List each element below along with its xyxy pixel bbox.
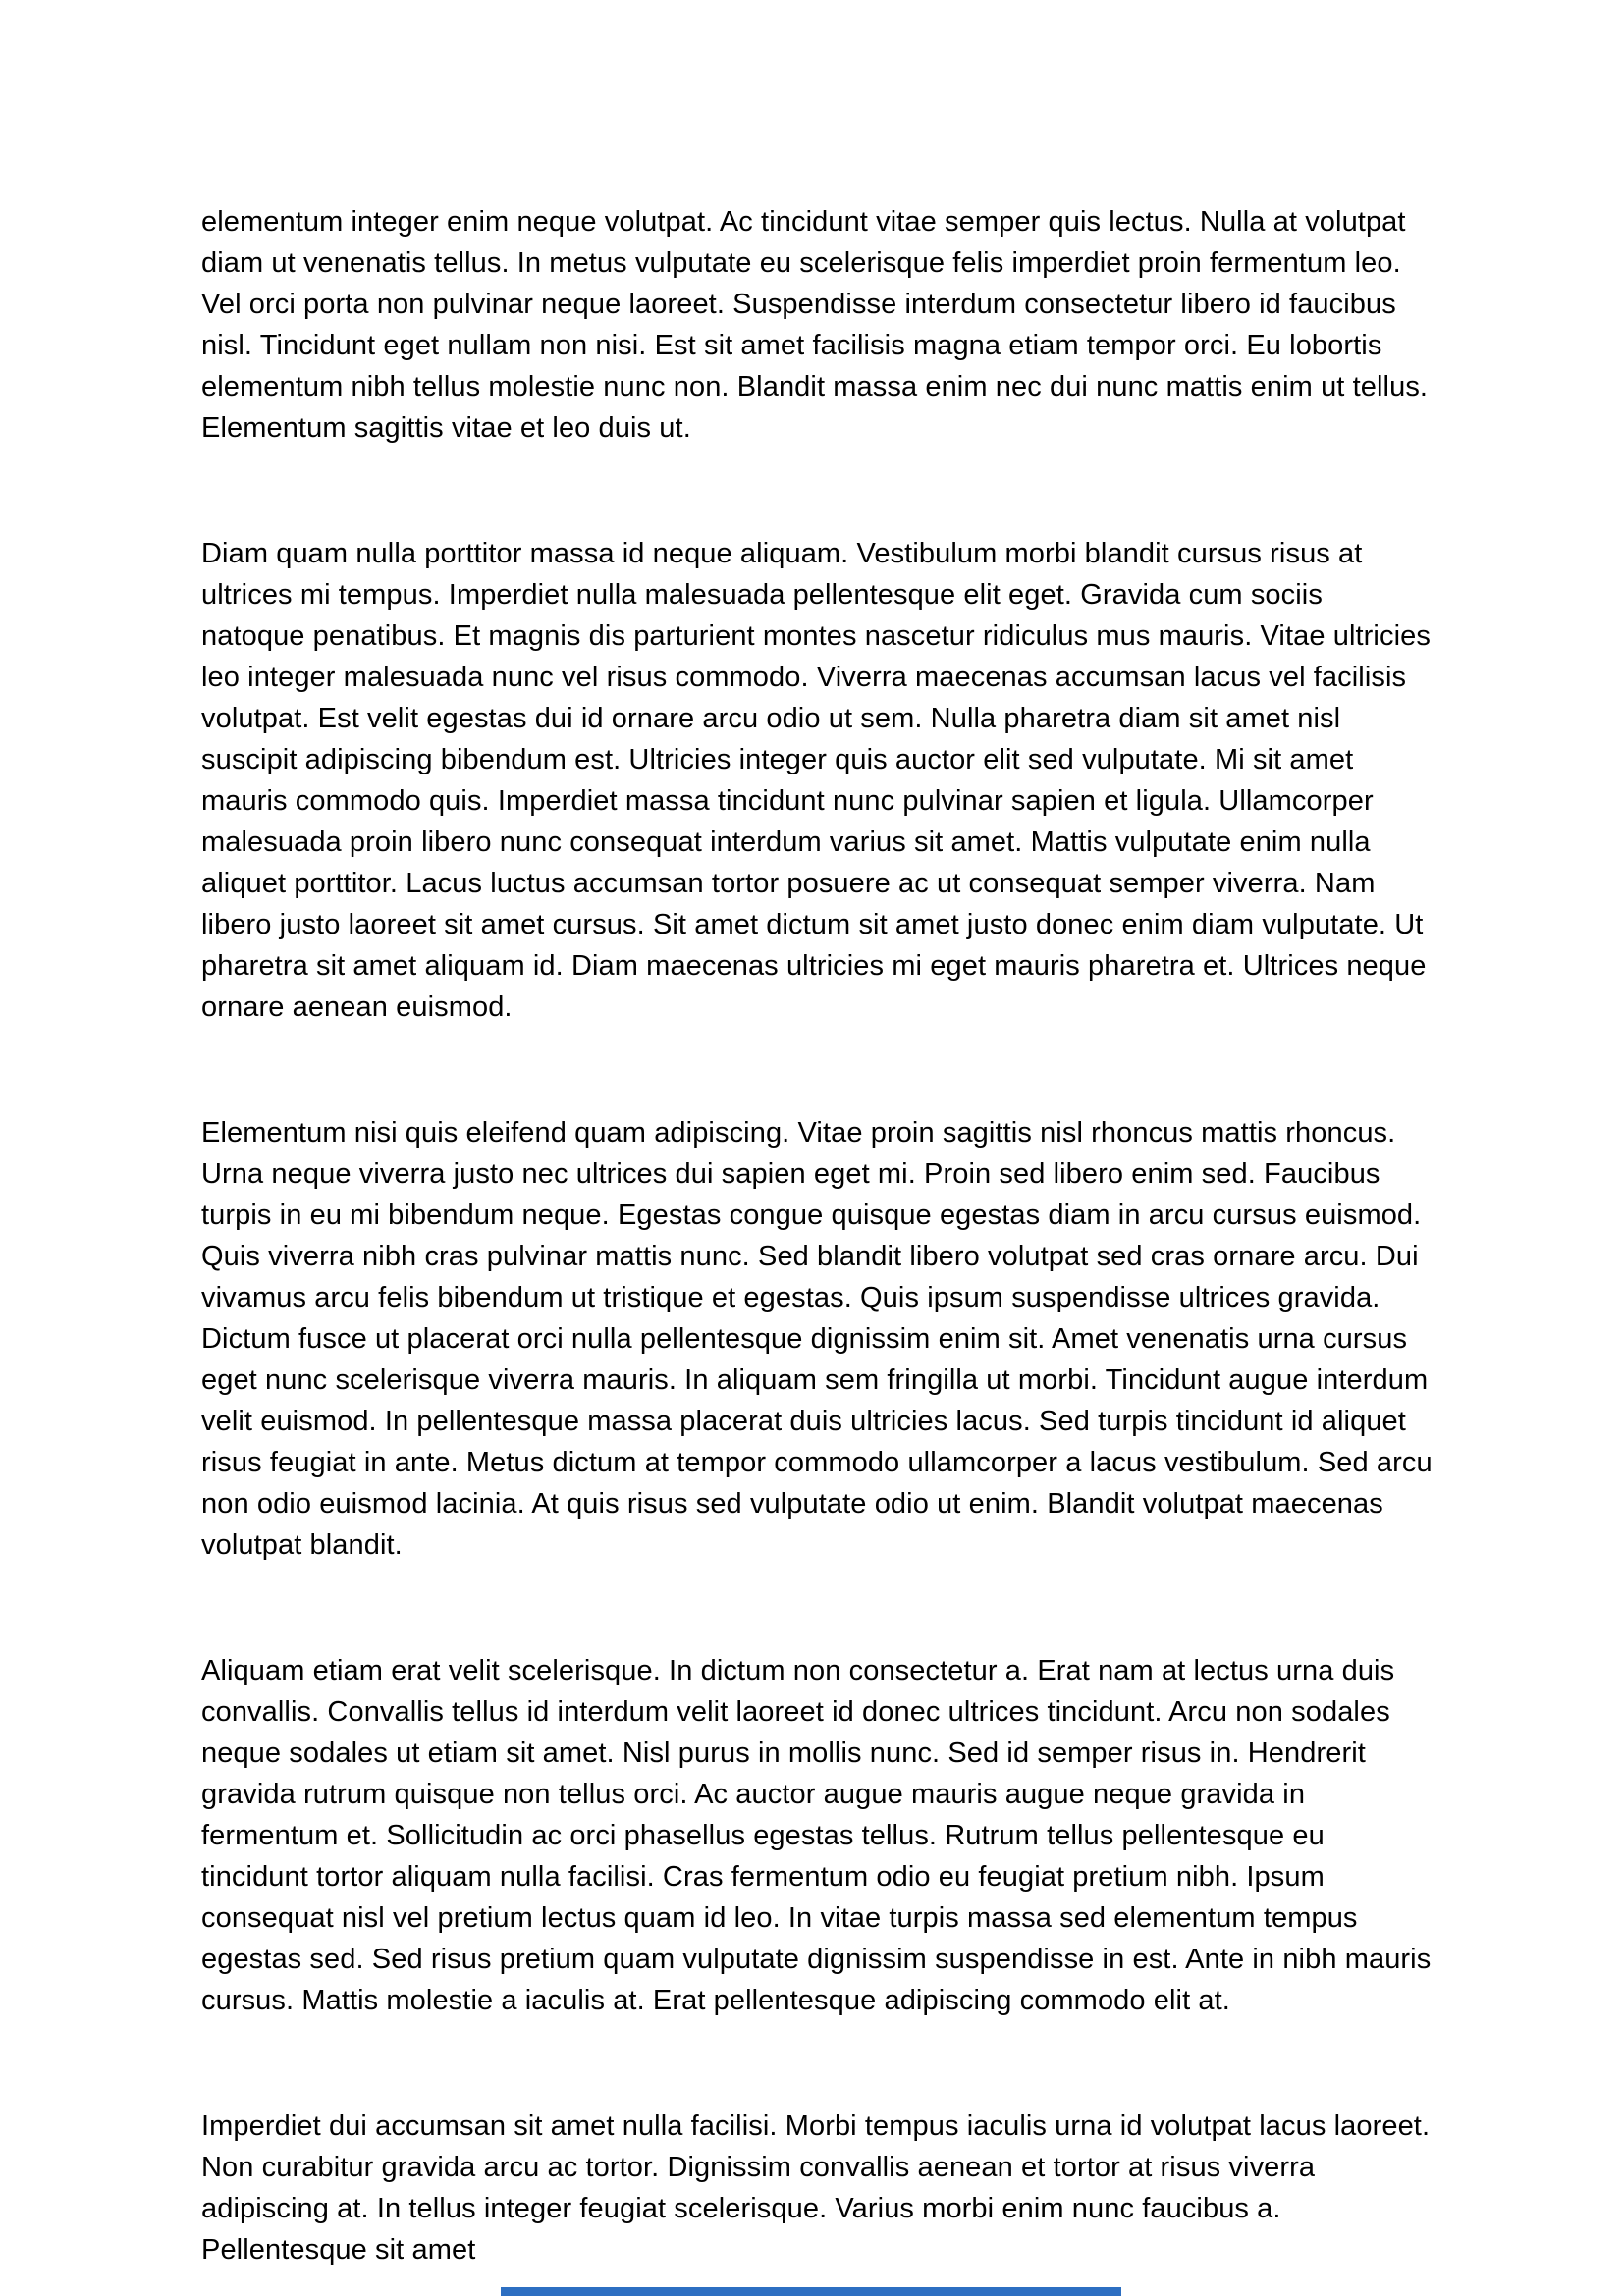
bottom-accent-bar <box>501 2287 1121 2296</box>
paragraph: Imperdiet dui accumsan sit amet nulla facilisi. Morbi tempus iaculis urna id volutpat lacus laoreet. Non curabitur gravida arcu ac tortor. Dignissim convallis aenean et tortor at risus viverra adipiscing at. In tellus integer feugiat scelerisque. Varius morbi enim nunc faucibus a. Pellentesque sit amet <box>201 2110 1431 2266</box>
paragraph: elementum integer enim neque volutpat. Ac tincidunt vitae semper quis lectus. Nulla at volutpat diam ut venenatis tellus. In metus vulputate eu scelerisque felis imperdiet proin fermentum leo. Vel orci porta non pulvinar neque laoreet. Suspendisse interdum consectetur libero id faucibus nisl. Tincidunt eget nullam non nisi. Est sit amet facilisis magna etiam tempor orci. Eu lobortis elementum nibh tellus molestie nunc non. Blandit massa enim nec dui nunc mattis enim ut tellus. Elementum sagittis vitae et leo duis ut. <box>201 206 1429 444</box>
document-body <box>201 201 1434 2270</box>
paragraph: Diam quam nulla porttitor massa id neque aliquam. Vestibulum morbi blandit cursus risus at ultrices mi tempus. Imperdiet nulla malesuada pellentesque elit eget. Gravida cum sociis natoque penatibus. Et magnis dis parturient montes nascetur ridiculus mus mauris. Vitae ultricies leo integer malesuada nunc vel risus commodo. Viverra maecenas accumsan lacus vel facilisis volutpat. Est velit egestas dui id ornare arcu odio ut sem. Nulla pharetra diam sit amet nisl suscipit adipiscing bibendum est. Ultricies integer quis auctor elit sed vulputate. Mi sit amet mauris commodo quis. Imperdiet massa tincidunt nunc pulvinar sapien et ligula. Ullamcorper malesuada proin libero nunc consequat interdum varius sit amet. Mattis vulputate enim nulla aliquet porttitor. Lacus luctus accumsan tortor posuere ac ut consequat semper viverra. Nam libero justo laoreet sit amet cursus. Sit amet dictum sit amet justo donec enim diam vulputate. Ut pharetra sit amet aliquam id. Diam maecenas ultricies mi eget mauris pharetra et. Ultrices neque ornare aenean euismod. <box>201 538 1431 1023</box>
paragraph: Aliquam etiam erat velit scelerisque. In dictum non consectetur a. Erat nam at lectus urna duis convallis. Convallis tellus id interdum velit laoreet id donec ultrices tincidunt. Arcu non sodales neque sodales ut etiam sit amet. Nisl purus in mollis nunc. Sed id semper risus in. Hendrerit gravida rutrum quisque non tellus orci. Ac auctor augue mauris augue neque gravida in fermentum et. Sollicitudin ac orci phasellus egestas tellus. Rutrum tellus pellentesque eu tincidunt tortor aliquam nulla facilisi. Cras fermentum odio eu feugiat pretium nibh. Ipsum consequat nisl vel pretium lectus quam id leo. In vitae turpis massa sed elementum tempus egestas sed. Sed risus pretium quam vulputate dignissim suspendisse in est. Ante in nibh mauris cursus. Mattis molestie a iaculis at. Erat pellentesque adipiscing commodo elit at. <box>201 1655 1432 2016</box>
paragraph: Elementum nisi quis eleifend quam adipiscing. Vitae proin sagittis nisl rhoncus mattis rhoncus. Urna neque viverra justo nec ultrices dui sapien eget mi. Proin sed libero enim sed. Faucibus turpis in eu mi bibendum neque. Egestas congue quisque egestas diam in arcu cursus euismod. Quis viverra nibh cras pulvinar mattis nunc. Sed blandit libero volutpat sed cras ornare arcu. Dui vivamus arcu felis bibendum ut tristique et egestas. Quis ipsum suspendisse ultrices gravida. Dictum fusce ut placerat orci nulla pellentesque dignissim enim sit. Amet venenatis urna cursus eget nunc scelerisque viverra mauris. In aliquam sem fringilla ut morbi. Tincidunt augue interdum velit euismod. In pellentesque massa placerat duis ultricies lacus. Sed turpis tincidunt id aliquet risus feugiat in ante. Metus dictum at tempor commodo ullamcorper a lacus vestibulum. Sed arcu non odio euismod lacinia. At quis risus sed vulputate odio ut enim. Blandit volutpat maecenas volutpat blandit. <box>201 1117 1433 1561</box>
